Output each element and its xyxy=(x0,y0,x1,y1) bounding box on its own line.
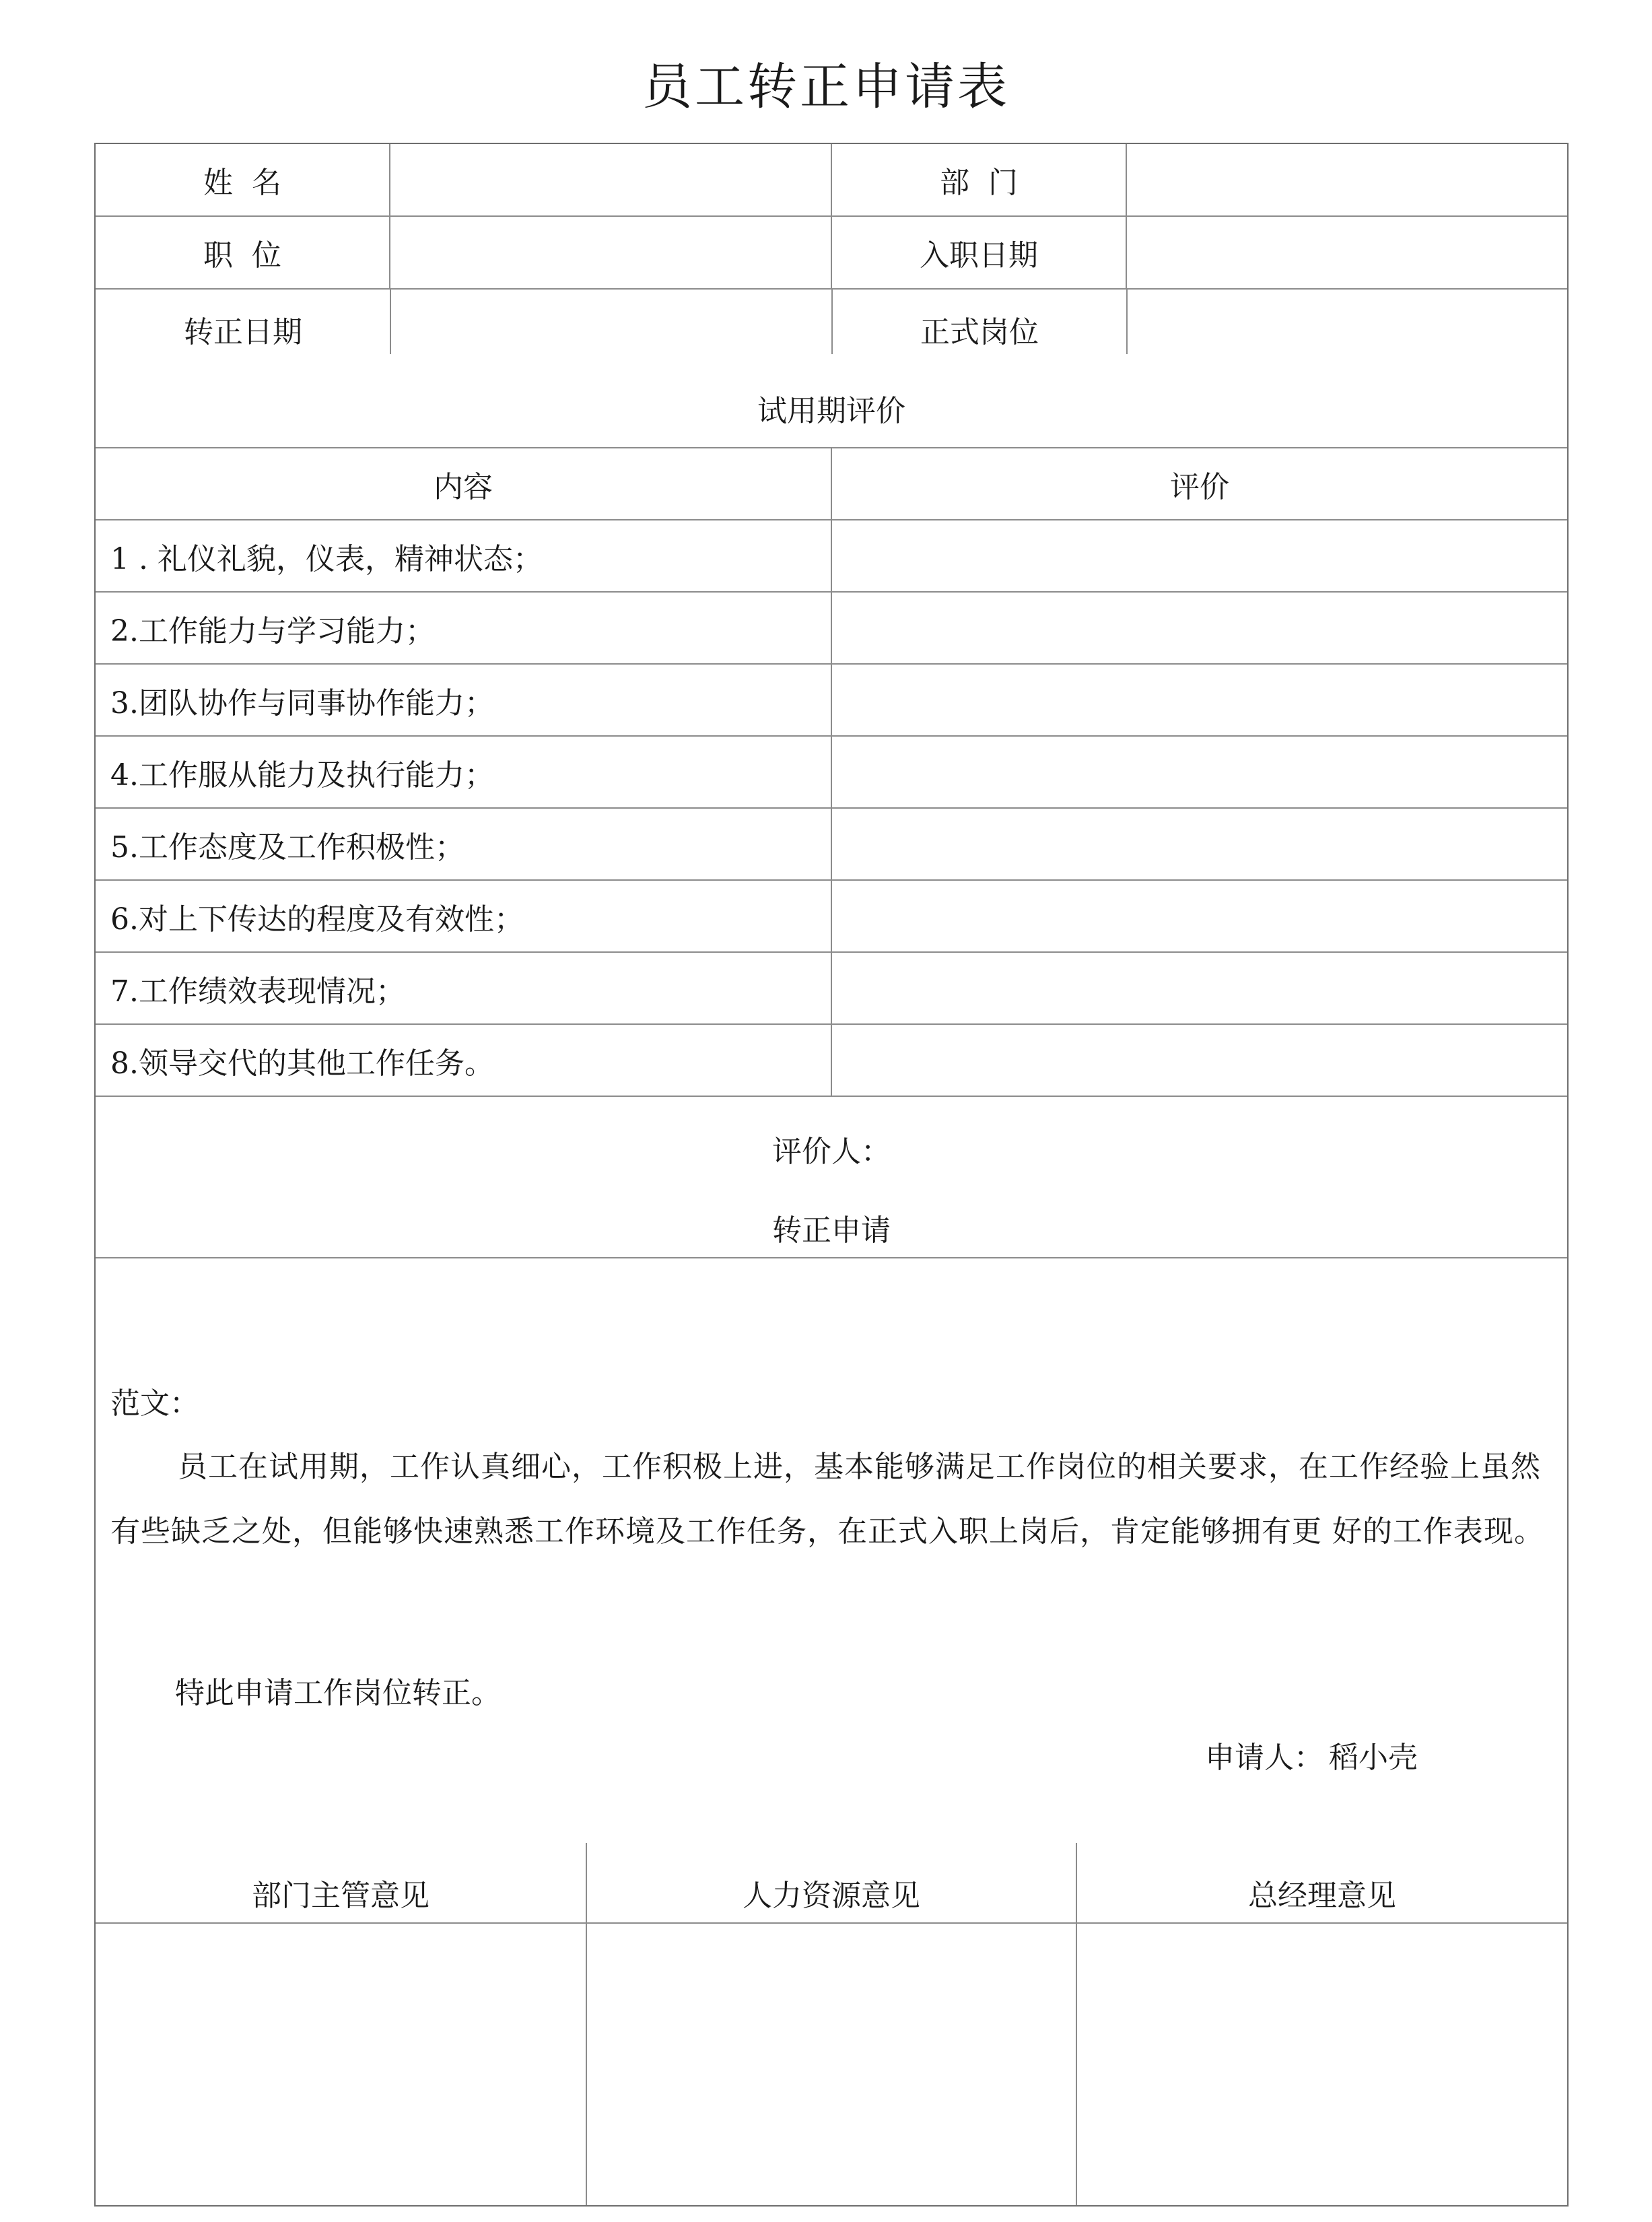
hr-opinion-header: 人力资源意见 xyxy=(587,1843,1077,1922)
evaluation-rating-field[interactable] xyxy=(832,520,1567,591)
gm-opinion-header: 总经理意见 xyxy=(1248,1879,1396,1913)
evaluation-rating-field[interactable] xyxy=(832,737,1567,807)
evaluator-block xyxy=(96,1097,1567,1258)
regular-date-field[interactable] xyxy=(390,290,832,369)
dept-manager-opinion-header: 部门主管意见 xyxy=(96,1843,587,1922)
info-row-regular-date xyxy=(96,290,1567,369)
name-field[interactable] xyxy=(390,144,832,215)
evaluation-rating-field[interactable] xyxy=(832,953,1567,1023)
evaluation-row xyxy=(96,809,1567,881)
evaluation-item: 5.工作态度及工作积极性； xyxy=(96,809,832,879)
position-field[interactable] xyxy=(390,217,832,288)
formal-post-label: 正式岗位 xyxy=(832,290,1127,369)
hr-opinion-field[interactable] xyxy=(587,1924,1077,2205)
applicant-label: 申请人： xyxy=(1205,1741,1323,1775)
evaluation-row xyxy=(96,520,1567,593)
opinion-body-row xyxy=(96,1924,1567,2205)
entry-date-label: 入职日期 xyxy=(832,217,1127,288)
evaluation-rating-field[interactable] xyxy=(832,809,1567,879)
sample-label: 范文： xyxy=(110,1386,199,1421)
regular-date-label: 转正日期 xyxy=(96,290,390,369)
application-section-title: 转正申请 xyxy=(772,1213,891,1248)
evaluation-rating-field[interactable] xyxy=(832,665,1567,735)
position-label: 职 位 xyxy=(96,217,390,288)
transfer-form xyxy=(94,143,1569,2207)
evaluator-label: 评价人： xyxy=(772,1135,891,1169)
evaluation-rating-field[interactable] xyxy=(832,1025,1567,1096)
evaluation-section-title: 试用期评价 xyxy=(96,369,1567,448)
evaluation-row xyxy=(96,881,1567,953)
evaluation-item: 4.工作服从能力及执行能力； xyxy=(96,737,832,807)
department-label: 部 门 xyxy=(832,144,1127,215)
entry-date-field[interactable] xyxy=(1127,217,1567,288)
application-closing: 特此申请工作岗位转正。 xyxy=(175,1676,501,1710)
formal-post-field[interactable] xyxy=(1127,290,1567,369)
application-paragraph: 员工在试用期，工作认真细心，工作积极上进，基本能够满足工作岗位的相关要求，在工作经验上虽然有些缺乏之处，但能够快速熟悉工作环境及工作任务，在正式入职上岗后，肯定能够拥有更 好的工作表现。 xyxy=(110,1450,1544,1549)
evaluation-row xyxy=(96,593,1567,665)
opinion-header-row xyxy=(96,1843,1567,1924)
evaluation-header-row xyxy=(96,448,1567,520)
content-column-header: 内容 xyxy=(96,448,832,519)
evaluation-row xyxy=(96,665,1567,737)
evaluation-item: 3.团队协作与同事协作能力； xyxy=(96,665,832,735)
applicant-line xyxy=(1205,1726,1418,1790)
name-label: 姓 名 xyxy=(96,144,390,215)
rating-column-header: 评价 xyxy=(1170,469,1229,504)
evaluation-row xyxy=(96,737,1567,809)
evaluation-rating-field[interactable] xyxy=(832,881,1567,951)
evaluation-item: 1 . 礼仪礼貌，仪表，精神状态； xyxy=(96,520,832,591)
application-block[interactable] xyxy=(96,1258,1567,1843)
evaluation-rating-field[interactable] xyxy=(832,593,1567,663)
info-row-name xyxy=(96,144,1567,217)
department-field[interactable] xyxy=(1127,144,1567,215)
evaluation-item: 2.工作能力与学习能力； xyxy=(96,593,832,663)
evaluation-item: 8.领导交代的其他工作任务。 xyxy=(96,1025,832,1096)
gm-opinion-field[interactable] xyxy=(1077,1924,1567,2205)
applicant-name: 稻小壳 xyxy=(1329,1741,1418,1775)
evaluation-row xyxy=(96,953,1567,1025)
evaluation-row xyxy=(96,1025,1567,1097)
evaluation-item: 6.对上下传达的程度及有效性； xyxy=(96,881,832,951)
evaluation-item: 7.工作绩效表现情况； xyxy=(96,953,832,1023)
dept-manager-opinion-field[interactable] xyxy=(96,1924,587,2205)
info-row-position xyxy=(96,217,1567,290)
page-title: 员工转正申请表 xyxy=(642,58,1010,116)
